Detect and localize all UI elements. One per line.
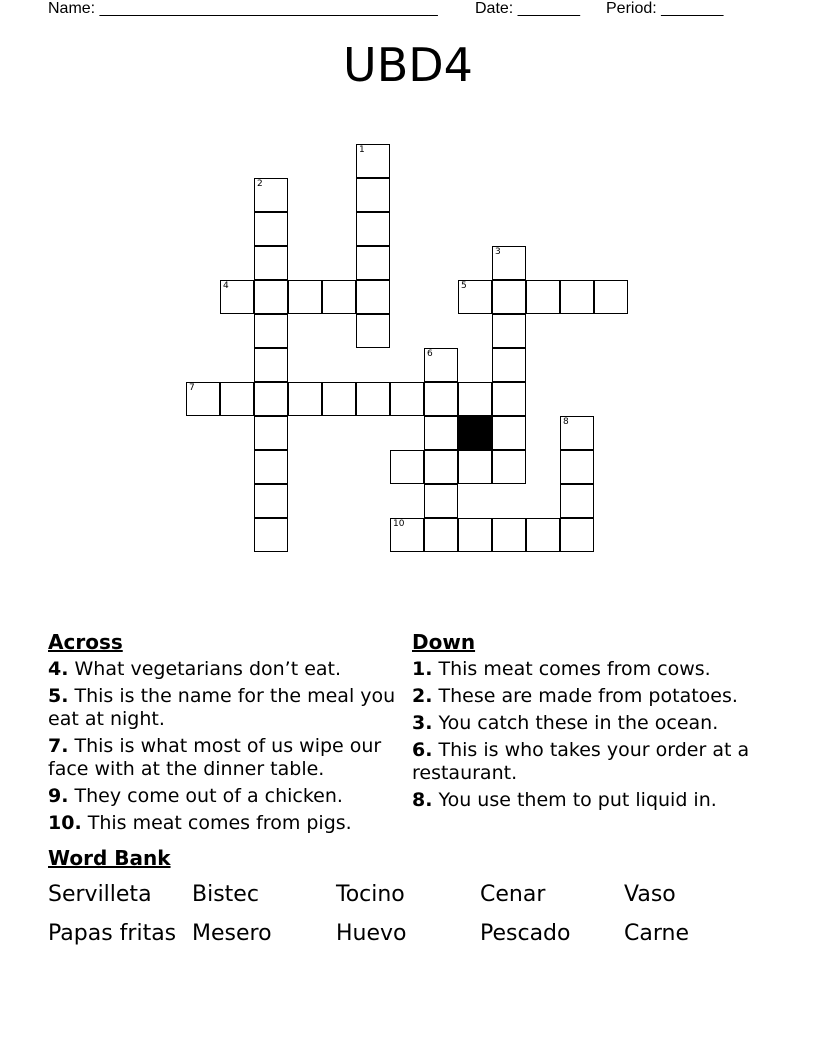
clue-text: They come out of a chicken. bbox=[74, 785, 343, 807]
word-bank-item: Tocino bbox=[336, 882, 405, 907]
crossword-cell[interactable] bbox=[424, 484, 458, 518]
across-clue bbox=[48, 658, 398, 681]
down-clue bbox=[412, 685, 762, 708]
crossword-cell[interactable] bbox=[390, 382, 424, 416]
word-bank-item: Servilleta bbox=[48, 882, 152, 907]
clue-number: 4 bbox=[223, 281, 229, 291]
crossword-cell[interactable] bbox=[560, 280, 594, 314]
crossword-cell[interactable] bbox=[220, 280, 254, 314]
clue-number: 2. bbox=[412, 685, 433, 707]
crossword-cell[interactable] bbox=[492, 280, 526, 314]
clue-text: These are made from potatoes. bbox=[438, 685, 738, 707]
word-bank-item: Papas fritas bbox=[48, 921, 177, 946]
crossword-cell[interactable] bbox=[322, 382, 356, 416]
crossword-cell[interactable] bbox=[254, 348, 288, 382]
clue-number: 5. bbox=[48, 685, 69, 707]
clue-number: 8. bbox=[412, 789, 433, 811]
clue-number: 3. bbox=[412, 712, 433, 734]
crossword-cell[interactable] bbox=[390, 450, 424, 484]
clue-number: 1 bbox=[359, 145, 365, 155]
crossword-cell[interactable] bbox=[424, 382, 458, 416]
crossword-cell[interactable] bbox=[356, 314, 390, 348]
crossword-cell[interactable] bbox=[356, 382, 390, 416]
clue-number: 10. bbox=[48, 812, 82, 834]
crossword-cell[interactable] bbox=[424, 416, 458, 450]
clue-text: This is what most of us wipe our face with at the dinner table. bbox=[48, 735, 382, 780]
crossword-cell[interactable] bbox=[492, 450, 526, 484]
across-clue bbox=[48, 785, 398, 808]
crossword-cell[interactable] bbox=[254, 280, 288, 314]
word-bank-item: Pescado bbox=[480, 921, 571, 946]
clue-number: 9. bbox=[48, 785, 69, 807]
across-clue bbox=[48, 812, 398, 835]
crossword-cell[interactable] bbox=[526, 280, 560, 314]
crossword-cell[interactable] bbox=[492, 382, 526, 416]
word-bank bbox=[48, 882, 768, 946]
crossword-cell[interactable] bbox=[424, 348, 458, 382]
crossword-cell[interactable] bbox=[424, 450, 458, 484]
clue-number: 4. bbox=[48, 658, 69, 680]
clue-text: What vegetarians don’t eat. bbox=[74, 658, 342, 680]
page-title: UBD4 bbox=[343, 38, 473, 92]
word-bank-item: Cenar bbox=[480, 882, 546, 907]
crossword-cell[interactable] bbox=[458, 382, 492, 416]
clue-number: 6. bbox=[412, 739, 433, 761]
down-clue bbox=[412, 658, 762, 681]
crossword-cell[interactable] bbox=[356, 246, 390, 280]
crossword-cell[interactable] bbox=[254, 416, 288, 450]
clue-number: 3 bbox=[495, 247, 501, 257]
clue-text: This is the name for the meal you eat at night. bbox=[48, 685, 396, 730]
across-clues bbox=[48, 658, 398, 839]
crossword-cell[interactable] bbox=[492, 518, 526, 552]
word-bank-item: Mesero bbox=[192, 921, 272, 946]
down-clue bbox=[412, 712, 762, 735]
crossword-cell[interactable] bbox=[458, 518, 492, 552]
clue-number: 5 bbox=[461, 281, 467, 291]
word-bank-item: Vaso bbox=[624, 882, 676, 907]
word-bank-item: Bistec bbox=[192, 882, 259, 907]
crossword-cell[interactable] bbox=[492, 348, 526, 382]
name-field[interactable]: Name: ______________________________________ bbox=[48, 0, 438, 17]
crossword-cell[interactable] bbox=[254, 518, 288, 552]
crossword-cell[interactable] bbox=[254, 314, 288, 348]
clue-number: 7 bbox=[189, 383, 195, 393]
crossword-cell[interactable] bbox=[288, 280, 322, 314]
crossword-cell[interactable] bbox=[458, 450, 492, 484]
crossword-cell[interactable] bbox=[254, 246, 288, 280]
crossword-cell[interactable] bbox=[560, 450, 594, 484]
clue-text: You use them to put liquid in. bbox=[438, 789, 717, 811]
clue-text: This is who takes your order at a restaurant. bbox=[412, 739, 750, 784]
blocked-cell bbox=[458, 416, 492, 450]
crossword-cell[interactable] bbox=[560, 484, 594, 518]
crossword-cell[interactable] bbox=[254, 212, 288, 246]
crossword-cell[interactable] bbox=[390, 518, 424, 552]
clue-number: 6 bbox=[427, 349, 433, 359]
crossword-cell[interactable] bbox=[322, 280, 356, 314]
crossword-cell[interactable] bbox=[288, 382, 322, 416]
down-clue bbox=[412, 739, 762, 785]
crossword-cell[interactable] bbox=[254, 450, 288, 484]
crossword-cell[interactable] bbox=[594, 280, 628, 314]
clue-number: 10 bbox=[393, 519, 405, 529]
down-heading: Down bbox=[412, 630, 476, 654]
word-bank-item: Huevo bbox=[336, 921, 407, 946]
crossword-cell[interactable] bbox=[424, 518, 458, 552]
crossword-cell[interactable] bbox=[356, 144, 390, 178]
crossword-cell[interactable] bbox=[220, 382, 254, 416]
crossword-cell[interactable] bbox=[356, 212, 390, 246]
across-clue bbox=[48, 735, 398, 781]
across-heading: Across bbox=[48, 630, 123, 654]
crossword-cell[interactable] bbox=[254, 484, 288, 518]
crossword-cell[interactable] bbox=[560, 518, 594, 552]
date-field[interactable]: Date: _______ bbox=[475, 0, 580, 17]
word-bank-heading: Word Bank bbox=[48, 846, 171, 870]
crossword-cell[interactable] bbox=[356, 280, 390, 314]
clue-text: You catch these in the ocean. bbox=[438, 712, 719, 734]
crossword-cell[interactable] bbox=[526, 518, 560, 552]
crossword-cell[interactable] bbox=[254, 382, 288, 416]
crossword-cell[interactable] bbox=[356, 178, 390, 212]
clue-text: This meat comes from pigs. bbox=[87, 812, 352, 834]
clue-number: 8 bbox=[563, 417, 569, 427]
crossword-cell[interactable] bbox=[186, 382, 220, 416]
clue-text: This meat comes from cows. bbox=[438, 658, 711, 680]
period-field[interactable]: Period: _______ bbox=[606, 0, 724, 17]
clue-number: 7. bbox=[48, 735, 69, 757]
word-bank-item: Carne bbox=[624, 921, 689, 946]
crossword-cell[interactable] bbox=[458, 280, 492, 314]
clue-number: 1. bbox=[412, 658, 433, 680]
crossword-cell[interactable] bbox=[492, 314, 526, 348]
crossword-cell[interactable] bbox=[254, 178, 288, 212]
down-clues bbox=[412, 658, 762, 816]
crossword-cell[interactable] bbox=[492, 416, 526, 450]
crossword-cell[interactable] bbox=[492, 246, 526, 280]
crossword-cell[interactable] bbox=[560, 416, 594, 450]
across-clue bbox=[48, 685, 398, 731]
clue-number: 2 bbox=[257, 179, 263, 189]
down-clue bbox=[412, 789, 762, 812]
